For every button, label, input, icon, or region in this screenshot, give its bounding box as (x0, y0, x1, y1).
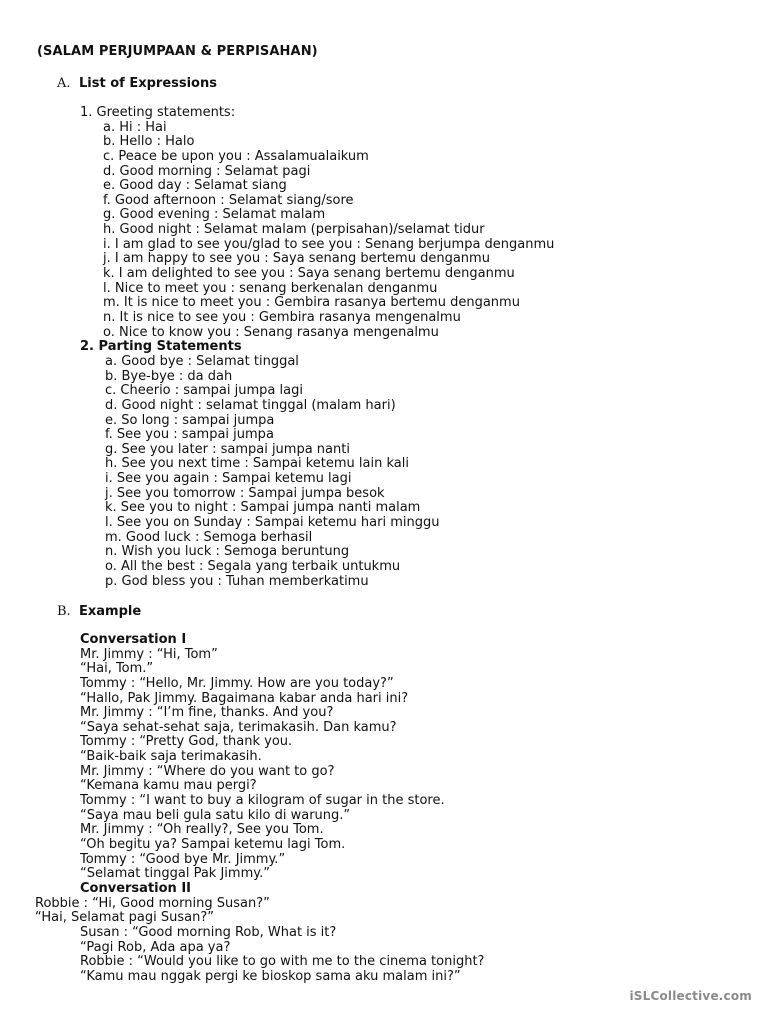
dialogue-line: Susan : “Good morning Rob, What is it? (80, 924, 337, 940)
dialogue-line: “Kamu mau nggak pergi ke bioskop sama aku malam ini?” (80, 968, 461, 984)
parting-item: g. See you later : sampai jumpa nanti (105, 441, 350, 457)
section-b-header (57, 604, 141, 619)
parting-item: k. See you to night : Sampai jumpa nanti malam (105, 500, 421, 516)
parting-heading: 2. Parting Statements (80, 339, 242, 355)
section-b-letter: B. (57, 604, 71, 619)
dialogue-line: “Hai, Tom.” (80, 661, 154, 677)
dialogue-line: Mr. Jimmy : “I’m fine, thanks. And you? (80, 705, 334, 721)
section-a-heading: List of Expressions (79, 76, 217, 91)
dialogue-line: “Hai, Selamat pagi Susan?” (35, 910, 214, 926)
parting-heading-block (80, 340, 242, 355)
greeting-heading: 1. Greeting statements: (80, 105, 236, 120)
parting-item: b. Bye-bye : da dah (105, 368, 233, 384)
parting-item: f. See you : sampai jumpa (105, 427, 274, 443)
dialogue-line: “Pagi Rob, Ada apa ya? (80, 939, 231, 955)
greeting-item: h. Good night : Selamat malam (perpisahan)/selamat tidur (103, 222, 485, 238)
greeting-item: n. It is nice to see you : Gembira rasanya mengenalmu (103, 309, 461, 325)
parting-item: j. See you tomorrow : Sampai jumpa besok (105, 485, 385, 501)
dialogue-line: Mr. Jimmy : “Where do you want to go? (80, 763, 335, 779)
dialogue-line: “Oh begitu ya? Sampai ketemu lagi Tom. (80, 836, 346, 852)
greeting-item: d. Good morning : Selamat pagi (103, 163, 311, 179)
conversation1-heading: Conversation I (80, 632, 187, 647)
greeting-item: f. Good afternoon : Selamat siang/sore (103, 192, 354, 208)
parting-item: e. So long : sampai jumpa (105, 412, 275, 428)
conversation1-heading-block (80, 633, 186, 648)
dialogue-line: Tommy : “Good bye Mr. Jimmy.” (80, 851, 286, 867)
conversation2-lines (80, 926, 484, 985)
greeting-item: g. Good evening : Selamat malam (103, 207, 326, 223)
dialogue-line: Robbie : “Hi, Good morning Susan?” (35, 895, 270, 911)
dialogue-line: Tommy : “Hello, Mr. Jimmy. How are you today?” (80, 675, 394, 691)
dialogue-line: “Hallo, Pak Jimmy. Bagaimana kabar anda hari ini? (80, 690, 409, 706)
conversation2-heading: Conversation II (80, 881, 191, 896)
greeting-item: b. Hello : Halo (103, 134, 195, 150)
section-b-heading: Example (79, 604, 142, 619)
greeting-item: m. It is nice to meet you : Gembira rasanya bertemu denganmu (103, 295, 520, 311)
parting-item: l. See you on Sunday : Sampai ketemu hari minggu (105, 515, 440, 531)
parting-item: n. Wish you luck : Semoga beruntung (105, 544, 350, 560)
greeting-item: j. I am happy to see you : Saya senang bertemu denganmu (103, 251, 490, 267)
parting-list (105, 355, 439, 589)
greeting-item: k. I am delighted to see you : Saya senang bertemu denganmu (103, 266, 515, 282)
dialogue-line: “Kemana kamu mau pergi? (80, 778, 257, 794)
conversation1-lines (80, 648, 445, 882)
dialogue-line: Tommy : “I want to buy a kilogram of sugar in the store. (80, 793, 445, 809)
parting-item: i. See you again : Sampai ketemu lagi (105, 471, 352, 487)
section-a-letter: A. (57, 76, 71, 91)
dialogue-line: Mr. Jimmy : “Oh really?, See you Tom. (80, 822, 324, 838)
parting-item: m. Good luck : Semoga berhasil (105, 529, 313, 545)
dialogue-line: “Saya sehat-sehat saja, terimakasih. Dan kamu? (80, 719, 397, 735)
conversation2-heading-block (80, 882, 191, 897)
dialogue-line: “Saya mau beli gula satu kilo di warung.” (80, 807, 351, 823)
greeting-item: o. Nice to know you : Senang rasanya mengenalmu (103, 324, 439, 340)
parting-item: c. Cheerio : sampai jumpa lagi (105, 383, 303, 399)
dialogue-line: Robbie : “Would you like to go with me to the cinema tonight? (80, 954, 485, 970)
page-title: (SALAM PERJUMPAAN & PERPISAHAN) (37, 44, 318, 59)
greeting-item: a. Hi : Hai (103, 119, 167, 135)
watermark-logo: iSLCollective.com (629, 989, 752, 1003)
section-a-header (57, 76, 217, 91)
greeting-heading-block (80, 106, 235, 121)
greeting-item: e. Good day : Selamat siang (103, 178, 287, 194)
dialogue-line: Mr. Jimmy : “Hi, Tom” (80, 646, 218, 662)
greeting-list (103, 121, 554, 341)
parting-item: h. See you next time : Sampai ketemu lain kali (105, 456, 409, 472)
dialogue-line: “Selamat tinggal Pak Jimmy.” (80, 866, 270, 882)
conversation2-outdented-lines (35, 897, 270, 926)
dialogue-line: “Baik-baik saja terimakasih. (80, 749, 262, 765)
parting-item: a. Good bye : Selamat tinggal (105, 354, 299, 369)
greeting-item: i. I am glad to see you/glad to see you : Senang berjumpa denganmu (103, 236, 555, 252)
parting-item: o. All the best : Segala yang terbaik untukmu (105, 558, 401, 574)
greeting-item: c. Peace be upon you : Assalamualaikum (103, 148, 369, 164)
parting-item: p. God bless you : Tuhan memberkatimu (105, 573, 369, 589)
greeting-item: l. Nice to meet you : senang berkenalan denganmu (103, 280, 438, 296)
parting-item: d. Good night : selamat tinggal (malam hari) (105, 397, 396, 413)
dialogue-line: Tommy : “Pretty God, thank you. (80, 734, 293, 750)
